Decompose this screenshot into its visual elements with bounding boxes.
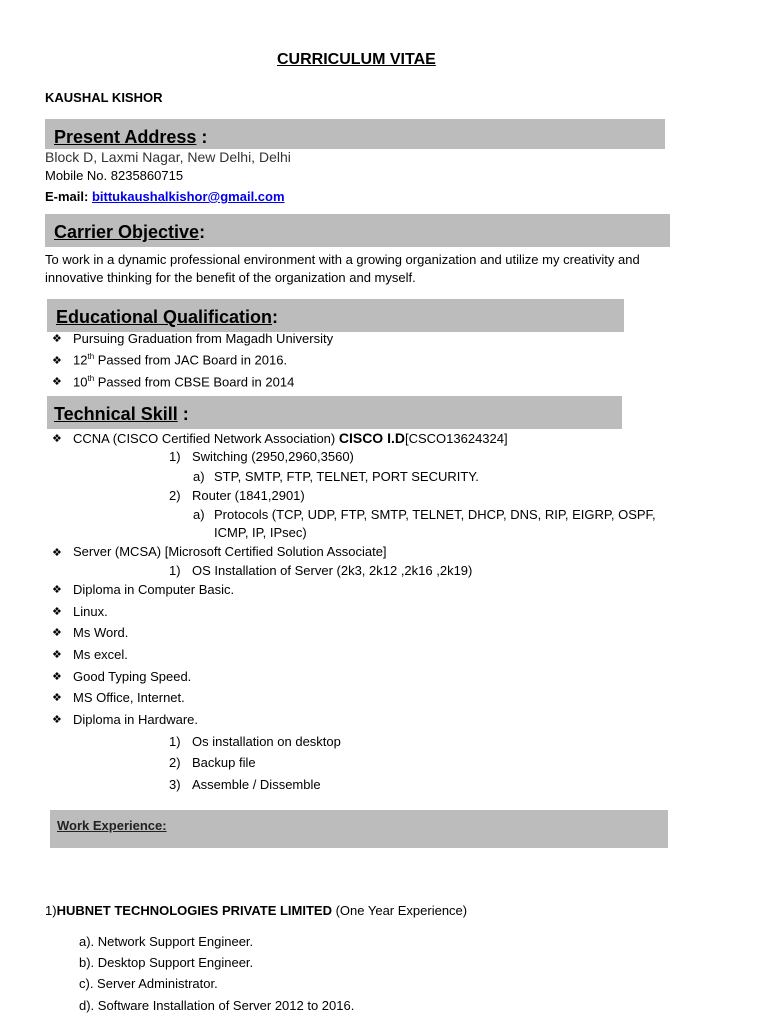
hardware-sub-item: Os installation on desktop xyxy=(192,734,341,749)
skill-item: Good Typing Speed. xyxy=(73,669,192,684)
skill-item: Ms Word. xyxy=(73,625,129,640)
work-company-duration: (One Year Experience) xyxy=(331,903,468,918)
skill-switching-number: 1) xyxy=(169,449,181,464)
bullet-filled-icon: ❖ xyxy=(52,333,62,345)
cisco-id-label: CISCO I.D xyxy=(338,430,405,446)
skill-router-a-number: a) xyxy=(193,507,205,522)
document-title: CURRICULUM VITAE xyxy=(277,51,436,68)
work-company-name: HUBNET TECHNOLOGIES PRIVATE LIMITED xyxy=(56,903,332,918)
education-item-sup: th xyxy=(87,374,95,383)
work-role: d). Software Installation of Server 2012 to 2016. xyxy=(79,998,355,1013)
objective-heading xyxy=(54,222,205,243)
mobile-number: Mobile No. 8235860715 xyxy=(45,168,184,183)
skill-ccna xyxy=(73,430,508,447)
work-role: c). Server Administrator. xyxy=(79,976,218,991)
skills-heading xyxy=(54,404,189,425)
hardware-sub-number: 2) xyxy=(169,755,181,770)
skill-server: Server (MCSA) [Microsoft Certified Solution Associate] xyxy=(73,544,387,559)
bullet-outline-icon: ❖ xyxy=(52,376,62,388)
education-item-text: Passed from JAC Board in 2016. xyxy=(94,352,288,368)
address-heading-text: Present Address xyxy=(54,127,197,147)
skills-heading-colon: : xyxy=(182,404,189,424)
bullet-outline-icon: ❖ xyxy=(52,671,62,683)
skill-router-a-line1: Protocols (TCP, UDP, FTP, SMTP, TELNET, DHCP, DNS, RIP, EIGRP, OSPF, xyxy=(214,507,656,522)
education-item-text: Pursuing Graduation from Magadh University xyxy=(73,331,334,346)
skill-item: Ms excel. xyxy=(73,647,128,662)
education-heading-text: Educational Qualification xyxy=(56,307,273,327)
bullet-outline-icon: ❖ xyxy=(52,584,62,596)
work-heading: Work Experience: xyxy=(57,818,167,833)
skills-heading-text: Technical Skill xyxy=(54,404,178,424)
email-row xyxy=(45,189,285,205)
work-company-row xyxy=(45,903,467,919)
education-heading xyxy=(56,307,278,328)
address-heading-colon: : xyxy=(201,127,208,147)
hardware-sub-item: Assemble / Dissemble xyxy=(192,777,321,792)
skill-item: Linux. xyxy=(73,604,108,619)
skill-router: Router (1841,2901) xyxy=(192,488,305,503)
skill-item: Diploma in Hardware. xyxy=(73,712,198,727)
skill-server-1: OS Installation of Server (2k3, 2k12 ,2k16 ,2k19) xyxy=(192,563,473,578)
cisco-id-value: [CSCO13624324] xyxy=(404,431,508,446)
bullet-outline-icon: ❖ xyxy=(52,606,62,618)
objective-heading-colon: : xyxy=(199,222,206,242)
bullet-outline-icon: ❖ xyxy=(52,547,62,559)
bullet-outline-icon: ❖ xyxy=(52,649,62,661)
skill-item: MS Office, Internet. xyxy=(73,690,185,705)
education-item-text: Passed from CBSE Board in 2014 xyxy=(94,374,295,390)
education-item-sup: th xyxy=(87,352,95,361)
skill-server-1-number: 1) xyxy=(169,563,181,578)
education-item-number: 12 xyxy=(73,352,88,368)
email-label: E-mail: xyxy=(45,189,89,204)
skill-switching-a-number: a) xyxy=(193,469,205,484)
objective-text: To work in a dynamic professional environment with a growing organization and utilize my creativity and innovative thinking for the benefit of the organization and myself. xyxy=(45,252,640,285)
skill-router-a-line2: ICMP, IP, IPsec) xyxy=(214,525,307,540)
bullet-outline-icon: ❖ xyxy=(52,627,62,639)
bullet-outline-icon: ❖ xyxy=(52,714,62,726)
work-role: a). Network Support Engineer. xyxy=(79,934,254,949)
hardware-sub-item: Backup file xyxy=(192,755,256,770)
address-heading xyxy=(54,127,207,148)
work-role: b). Desktop Support Engineer. xyxy=(79,955,254,970)
education-item xyxy=(73,352,287,368)
education-item xyxy=(73,374,294,390)
candidate-name: KAUSHAL KISHOR xyxy=(45,90,163,105)
objective-heading-text: Carrier Objective xyxy=(54,222,200,242)
email-link[interactable]: bittukaushalkishor@gmail.com xyxy=(91,189,285,204)
education-item-number: 10 xyxy=(73,374,88,390)
bullet-outline-icon: ❖ xyxy=(52,433,62,445)
education-heading-colon: : xyxy=(272,307,279,327)
hardware-sub-number: 3) xyxy=(169,777,181,792)
hardware-sub-number: 1) xyxy=(169,734,181,749)
skill-ccna-text: CCNA (CISCO Certified Network Association) xyxy=(73,431,339,446)
education-item xyxy=(73,331,333,347)
skill-switching: Switching (2950,2960,3560) xyxy=(192,449,354,464)
address-line: Block D, Laxmi Nagar, New Delhi, Delhi xyxy=(45,149,291,165)
skill-router-number: 2) xyxy=(169,488,181,503)
bullet-outline-icon: ❖ xyxy=(52,692,62,704)
bullet-filled-icon: ❖ xyxy=(52,355,62,367)
skill-switching-a: STP, SMTP, FTP, TELNET, PORT SECURITY. xyxy=(214,469,479,484)
skill-item: Diploma in Computer Basic. xyxy=(73,582,235,597)
work-company-number: 1) xyxy=(45,903,57,918)
